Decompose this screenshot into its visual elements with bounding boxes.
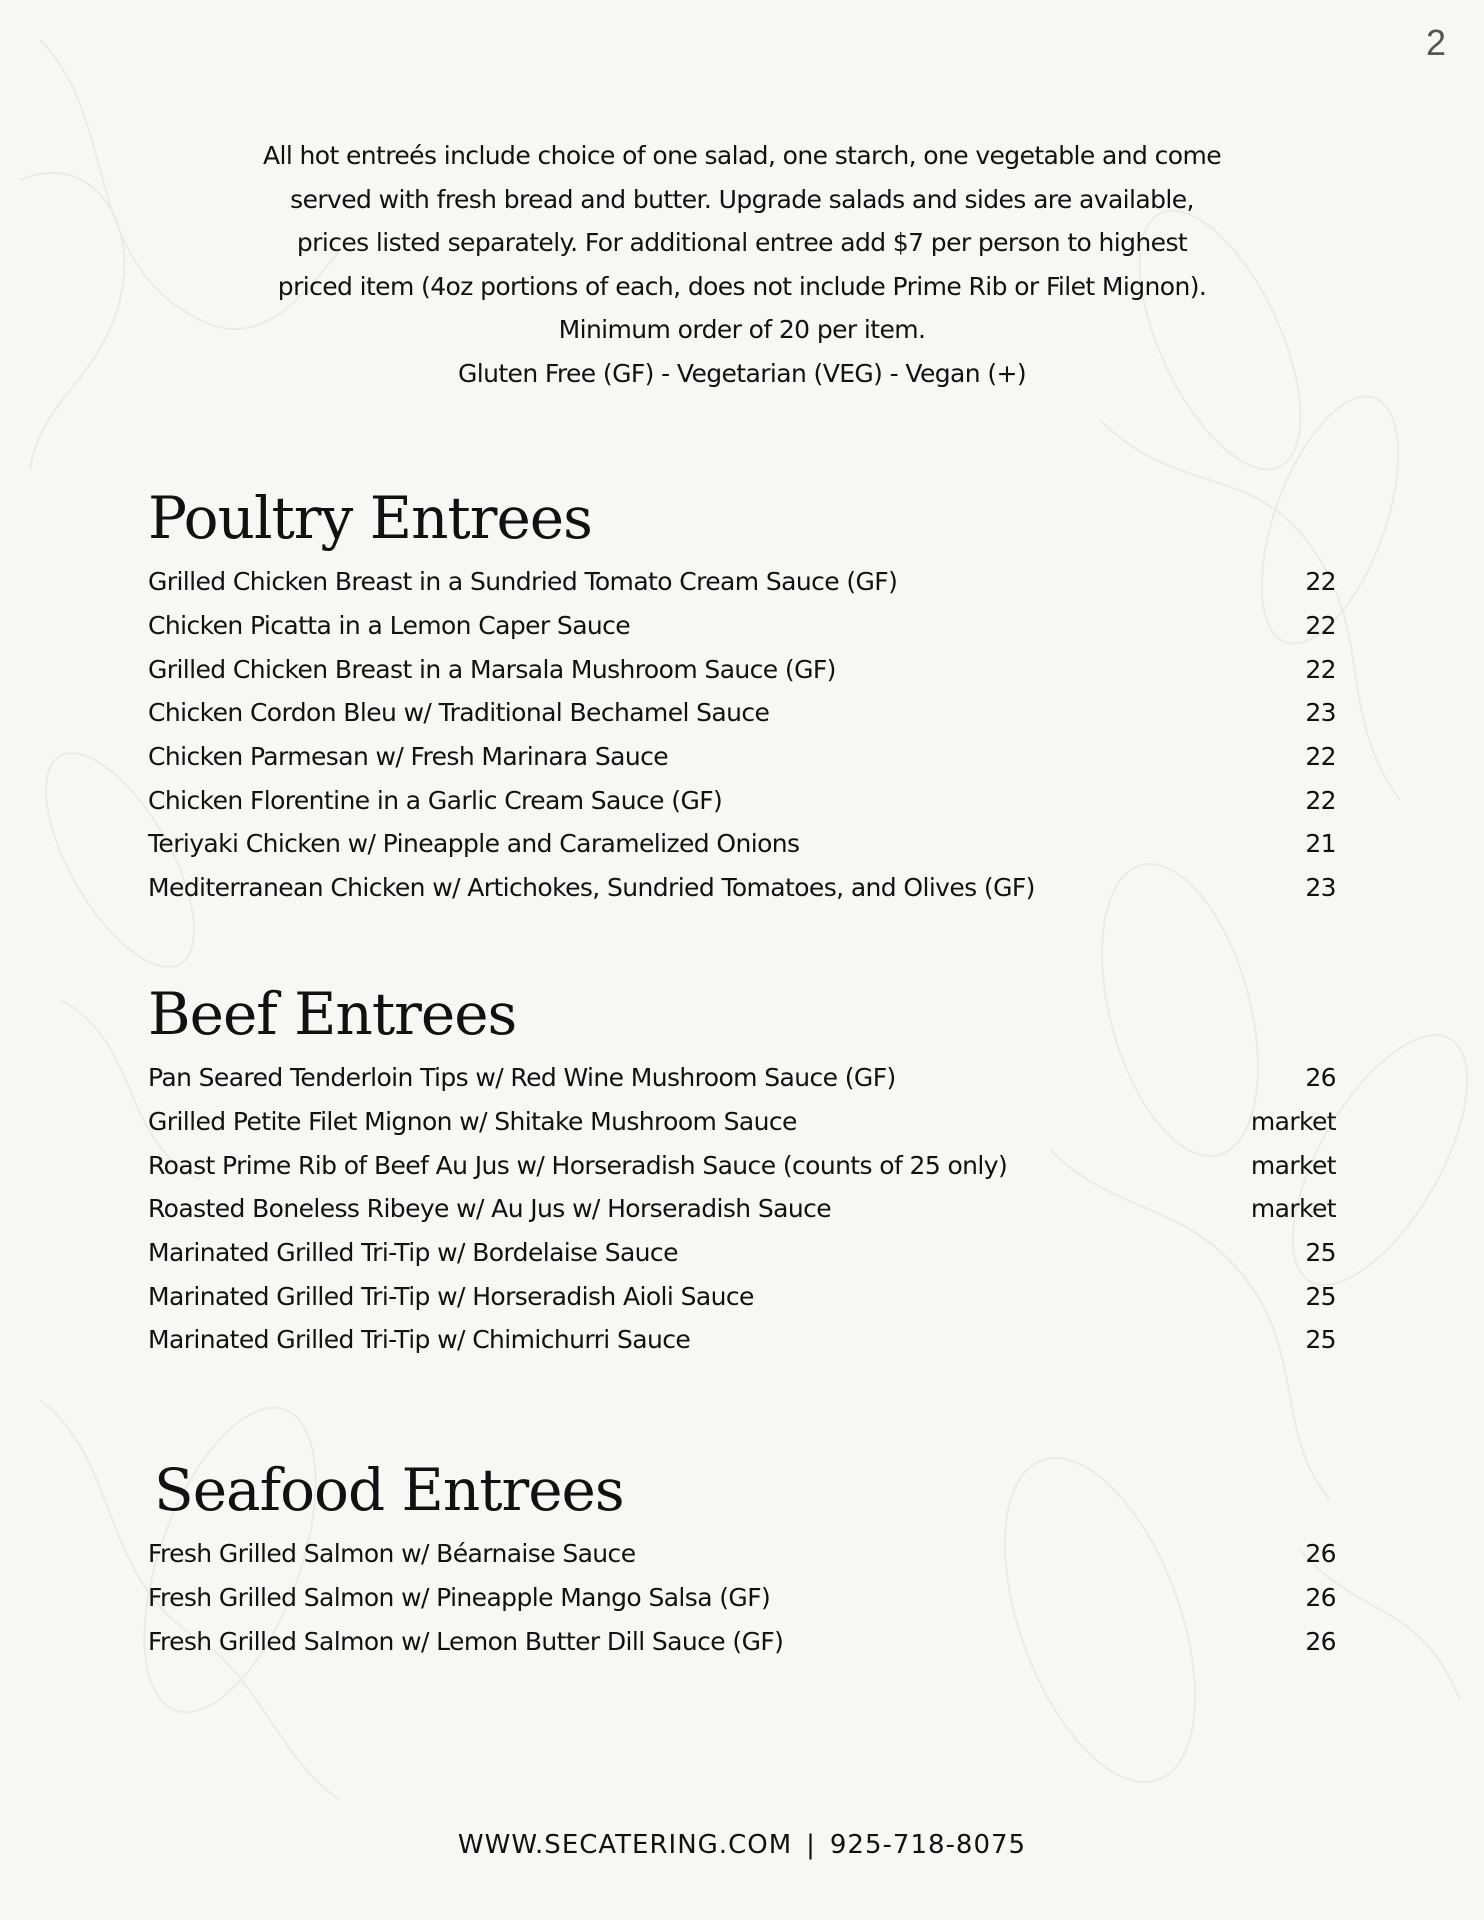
item-name: Grilled Petite Filet Mignon w/ Shitake Mushroom Sauce [148, 1107, 797, 1137]
intro-paragraph [0, 134, 1484, 395]
section-title-beef: Beef Entrees [148, 980, 517, 1048]
seafood-items [148, 1532, 1336, 1663]
item-name: Grilled Chicken Breast in a Sundried Tomato Cream Sauce (GF) [148, 567, 898, 597]
item-price: 26 [1305, 1626, 1336, 1656]
beef-section [148, 978, 1336, 1362]
item-name: Fresh Grilled Salmon w/ Lemon Butter Dill Sauce (GF) [148, 1626, 784, 1656]
poultry-section [148, 482, 1336, 910]
phone-number[interactable]: 925-718-8075 [829, 1830, 1027, 1860]
item-name: Mediterranean Chicken w/ Artichokes, Sundried Tomatoes, and Olives (GF) [148, 873, 1035, 903]
item-name: Chicken Parmesan w/ Fresh Marinara Sauce [148, 742, 669, 772]
item-price: 22 [1305, 742, 1336, 772]
item-price: market [1250, 1194, 1336, 1224]
footer-separator: | [806, 1830, 816, 1860]
menu-item [148, 1187, 1336, 1231]
item-price: 25 [1305, 1325, 1336, 1355]
item-name: Fresh Grilled Salmon w/ Pineapple Mango Salsa (GF) [148, 1583, 771, 1613]
item-name: Grilled Chicken Breast in a Marsala Mushroom Sauce (GF) [148, 654, 836, 684]
item-price: 23 [1305, 698, 1336, 728]
item-name: Marinated Grilled Tri-Tip w/ Bordelaise Sauce [148, 1238, 678, 1268]
menu-item [148, 822, 1336, 866]
item-price: 26 [1305, 1063, 1336, 1093]
item-price: 26 [1305, 1539, 1336, 1569]
menu-item [148, 647, 1336, 691]
item-price: 25 [1305, 1281, 1336, 1311]
item-name: Pan Seared Tenderloin Tips w/ Red Wine Mushroom Sauce (GF) [148, 1063, 896, 1093]
menu-item [148, 778, 1336, 822]
intro-line: prices listed separately. For additional entree add $7 per person to highest [296, 228, 1188, 257]
menu-item [148, 604, 1336, 648]
section-title-seafood: Seafood Entrees [154, 1456, 624, 1524]
item-price: 25 [1305, 1238, 1336, 1268]
menu-item [148, 1143, 1336, 1187]
intro-line: priced item (4oz portions of each, does not include Prime Rib or Filet Mignon). [277, 271, 1207, 301]
section-title-poultry: Poultry Entrees [148, 484, 592, 552]
menu-item [148, 1274, 1336, 1318]
item-price: 26 [1305, 1583, 1336, 1613]
item-price: 22 [1305, 654, 1336, 684]
item-price: market [1250, 1107, 1336, 1137]
beef-items [148, 1056, 1336, 1362]
item-price: market [1250, 1150, 1336, 1180]
item-name: Chicken Cordon Bleu w/ Traditional Bechamel Sauce [148, 698, 770, 728]
item-name: Marinated Grilled Tri-Tip w/ Horseradish Aioli Sauce [148, 1281, 754, 1311]
menu-item [148, 866, 1336, 910]
intro-line: served with fresh bread and butter. Upgrade salads and sides are available, [290, 184, 1194, 214]
menu-item [148, 691, 1336, 735]
item-name: Teriyaki Chicken w/ Pineapple and Caramelized Onions [148, 829, 800, 859]
menu-item [148, 1318, 1336, 1362]
intro-line: All hot entreés include choice of one salad, one starch, one vegetable and come [263, 141, 1221, 170]
item-price: 21 [1305, 829, 1336, 859]
menu-item [148, 1532, 1336, 1576]
item-price: 22 [1305, 567, 1336, 597]
poultry-items [148, 560, 1336, 910]
website-link[interactable]: WWW.SECATERING.COM [457, 1830, 793, 1860]
item-price: 22 [1305, 785, 1336, 815]
menu-item [148, 1100, 1336, 1144]
item-price: 23 [1305, 873, 1336, 903]
menu-item [148, 1231, 1336, 1275]
seafood-section [148, 1454, 1336, 1663]
footer-contact [0, 1830, 1484, 1860]
menu-item [148, 1576, 1336, 1620]
item-name: Marinated Grilled Tri-Tip w/ Chimichurri Sauce [148, 1325, 691, 1355]
menu-item [148, 1619, 1336, 1663]
intro-line: Minimum order of 20 per item. [558, 315, 926, 344]
item-name: Roasted Boneless Ribeye w/ Au Jus w/ Horseradish Sauce [148, 1194, 832, 1224]
menu-item [148, 735, 1336, 779]
item-name: Fresh Grilled Salmon w/ Béarnaise Sauce [148, 1539, 636, 1569]
menu-item [148, 1056, 1336, 1100]
menu-item [148, 560, 1336, 604]
item-price: 22 [1305, 611, 1336, 641]
item-name: Chicken Picatta in a Lemon Caper Sauce [148, 611, 631, 641]
page-number: 2 [1425, 22, 1446, 63]
intro-line: Gluten Free (GF) - Vegetarian (VEG) - Vegan (+) [457, 358, 1027, 388]
item-name: Roast Prime Rib of Beef Au Jus w/ Horseradish Sauce (counts of 25 only) [148, 1150, 1008, 1180]
item-name: Chicken Florentine in a Garlic Cream Sauce (GF) [148, 785, 723, 815]
